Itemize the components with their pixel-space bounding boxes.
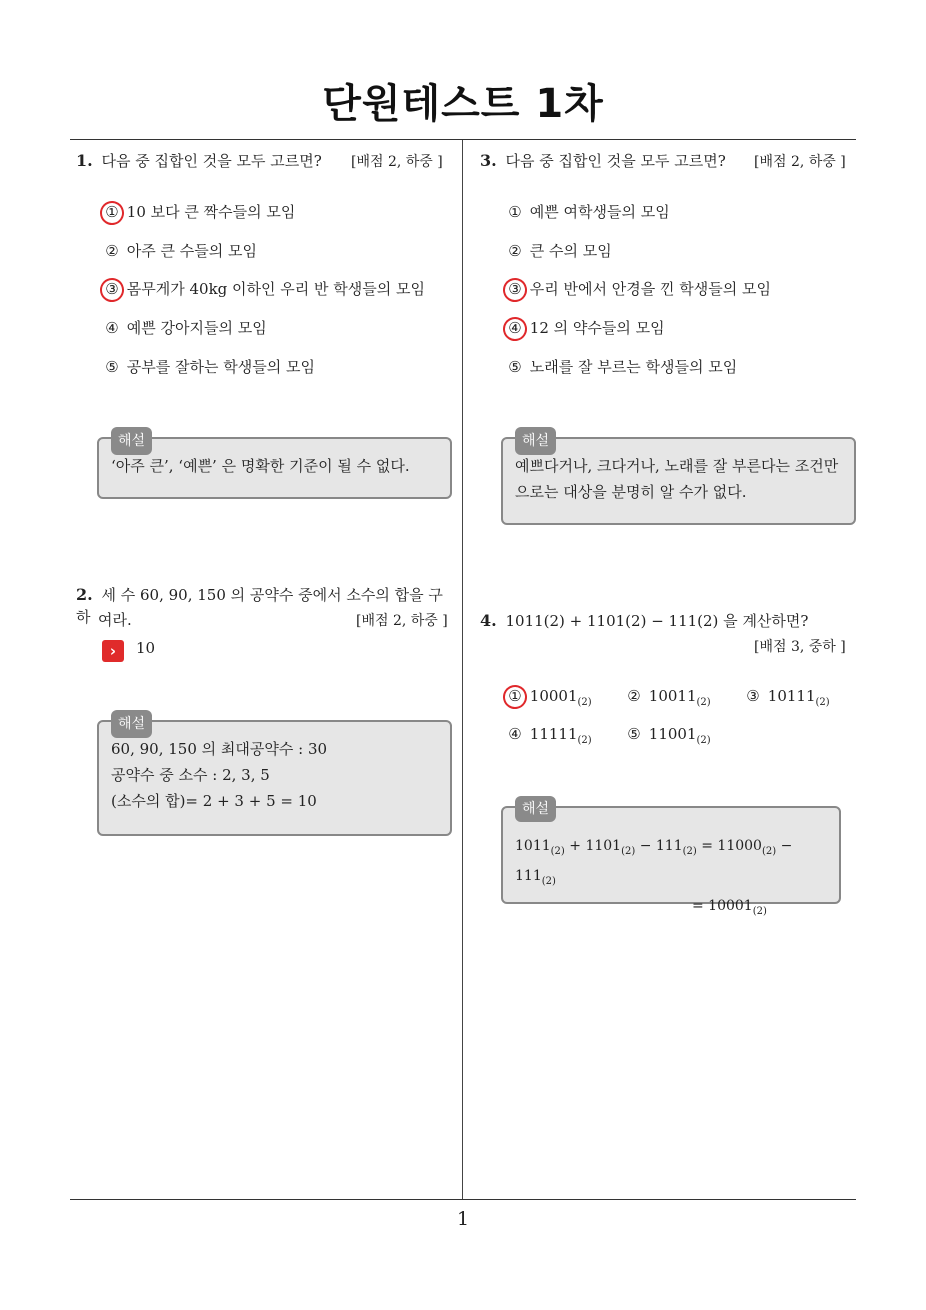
option-base: (2): [815, 697, 830, 708]
question-text: 다음 중 집합인 것을 모두 고르면?: [101, 152, 322, 170]
option-mark: ④: [505, 319, 525, 337]
explanation-tag: 해설: [111, 710, 152, 738]
question-3-points: [배점 2, 하중 ]: [754, 154, 846, 170]
q3-option-4[interactable]: [505, 317, 665, 338]
q4-explanation-box: [501, 801, 841, 917]
option-mark: ④: [105, 319, 119, 337]
question-text: 다음 중 집합인 것을 모두 고르면?: [505, 152, 726, 170]
question-1: [76, 150, 322, 172]
question-text-line-1: 세 수 60, 90, 150 의 공약수 중에서 소수의 합을 구하: [76, 586, 443, 626]
q2-answer: 10: [136, 639, 156, 657]
q2-explanation-box: [97, 716, 452, 836]
q1-option-3[interactable]: [102, 278, 425, 299]
explanation-line: = $10001_{(2)}$: [692, 897, 767, 917]
option-text: 11111: [529, 725, 578, 743]
q4-option-5[interactable]: [624, 725, 711, 746]
explanation-line: 60, 90, 150 의 최대공약수 : 30: [111, 740, 328, 758]
option-text: 아주 큰 수들의 모임: [126, 242, 258, 260]
explanation-line: 으로는 대상을 분명히 알 수가 없다.: [515, 483, 747, 501]
question-4: [480, 610, 808, 632]
option-base: (2): [577, 735, 592, 746]
explanation-line: $1011_{(2)} + 1101_{(2)} - 111_{(2)} = 11000_{(2)} - 111_{(2)}$: [515, 838, 793, 887]
option-mark: ①: [102, 203, 122, 221]
option-text: 노래를 잘 부르는 학생들의 모임: [529, 358, 738, 376]
option-mark: ③: [102, 280, 122, 298]
q4-option-1[interactable]: [505, 687, 592, 708]
option-mark: ⑤: [508, 358, 522, 376]
question-number: 4.: [480, 611, 497, 630]
bottom-rule: [70, 1199, 856, 1200]
page-title: 단원테스트 1차: [322, 81, 604, 127]
q3-option-2[interactable]: [505, 240, 612, 261]
question-1-points: [배점 2, 하중 ]: [351, 154, 443, 170]
q1-explanation-box: [97, 433, 452, 499]
question-2-line-2: 여라.: [98, 611, 132, 629]
option-mark: ⑤: [105, 358, 119, 376]
option-text: 10011: [648, 687, 697, 705]
option-text: 10111: [767, 687, 816, 705]
explanation-tag: 해설: [515, 796, 556, 822]
option-text: 큰 수의 모임: [529, 242, 612, 260]
q3-option-1[interactable]: [505, 201, 670, 222]
q4-option-3[interactable]: [743, 687, 830, 708]
question-number: 1.: [76, 151, 93, 170]
option-text: 예쁜 강아지들의 모임: [126, 319, 267, 337]
option-mark: ②: [105, 242, 119, 260]
option-text: 공부를 잘하는 학생들의 모임: [126, 358, 315, 376]
q4-option-4[interactable]: [505, 725, 592, 746]
option-mark: ②: [627, 687, 641, 705]
q1-option-1[interactable]: [102, 201, 295, 222]
option-mark: ②: [508, 242, 522, 260]
q3-explanation-box: [501, 433, 856, 525]
option-text: 10 보다 큰 짝수들의 모임: [126, 203, 296, 221]
option-mark: ①: [505, 687, 525, 705]
option-base: (2): [696, 735, 711, 746]
option-text: 몸무게가 40kg 이하인 우리 반 학생들의 모임: [126, 280, 426, 298]
option-text: 12 의 약수들의 모임: [529, 319, 665, 337]
chevron-right-icon: ›: [102, 640, 124, 662]
option-base: (2): [577, 697, 592, 708]
explanation-line: 공약수 중 소수 : 2, 3, 5: [111, 766, 270, 784]
explanation-tag: 해설: [515, 427, 556, 455]
question-expression: 1011(2) + 1101(2) − 111(2) 을 계산하면?: [505, 612, 809, 630]
question-number: 3.: [480, 151, 497, 170]
q3-option-3[interactable]: [505, 278, 771, 299]
option-mark: ④: [508, 725, 522, 743]
option-mark: ⑤: [627, 725, 641, 743]
option-mark: ①: [508, 203, 522, 221]
q1-option-4[interactable]: [102, 317, 267, 338]
top-rule: [70, 139, 856, 140]
q4-option-2[interactable]: [624, 687, 711, 708]
explanation-line: 예쁘다거나, 크다거나, 노래를 잘 부른다는 조건만: [515, 457, 839, 475]
option-text: 11001: [648, 725, 697, 743]
explanation-line: ‘아주 큰’, ‘예쁜’ 은 명확한 기준이 될 수 없다.: [111, 457, 410, 475]
q3-option-5[interactable]: [505, 356, 737, 377]
question-4-points: [배점 3, 중하 ]: [754, 639, 846, 655]
q1-option-5[interactable]: [102, 356, 315, 377]
page-number: 1: [456, 1208, 470, 1230]
option-base: (2): [696, 697, 711, 708]
column-divider: [462, 140, 463, 1200]
question-2-points: [배점 2, 하중 ]: [356, 613, 448, 629]
q1-option-2[interactable]: [102, 240, 257, 261]
option-text: 예쁜 여학생들의 모임: [529, 203, 670, 221]
option-text: 우리 반에서 안경을 낀 학생들의 모임: [529, 280, 771, 298]
question-number: 2.: [76, 585, 93, 604]
explanation-tag: 해설: [111, 427, 152, 455]
option-mark: ③: [746, 687, 760, 705]
question-3: [480, 150, 726, 172]
option-mark: ③: [505, 280, 525, 298]
option-text: 10001: [529, 687, 578, 705]
explanation-line: (소수의 합)= 2 + 3 + 5 = 10: [111, 792, 317, 810]
